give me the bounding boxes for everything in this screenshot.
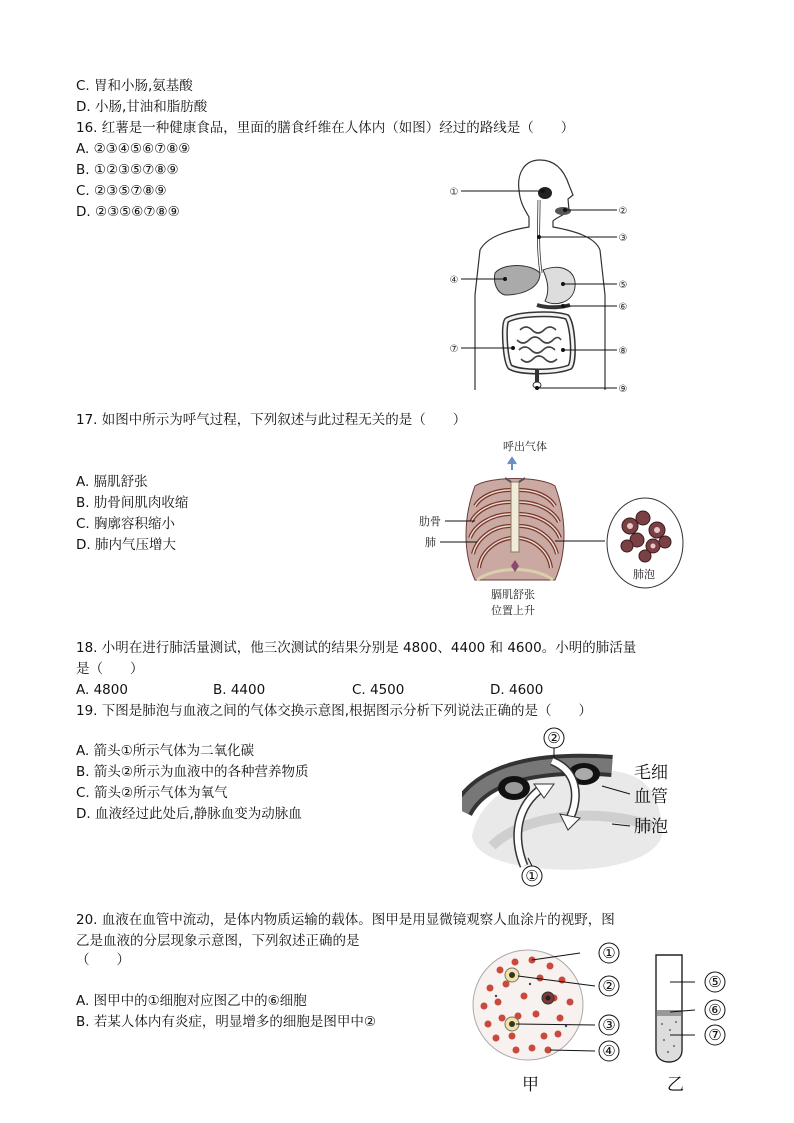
option-c-q15: C. 胃和小肠,氨基酸	[76, 78, 193, 94]
q18-option-d: D. 4600	[490, 682, 544, 698]
q20-option-a: A. 图甲中的①细胞对应图乙中的⑥细胞	[76, 993, 307, 1009]
fig16-label-1: ①	[449, 187, 459, 198]
option-d-q15: D. 小肠,甘油和脂肪酸	[76, 99, 208, 115]
fig16-label-9: ⑨	[618, 384, 628, 395]
fig20-label-4: ④	[602, 1042, 616, 1060]
question-16: 16. 红薯是一种健康食品，里面的膳食纤维在人体内（如图）经过的路线是（ ）	[76, 120, 575, 136]
fig19-alveolus: 肺泡	[634, 817, 668, 837]
fig16-label-2: ②	[618, 206, 628, 217]
fig20-label-1: ①	[602, 944, 616, 962]
q19-option-b: B. 箭头②所示为血液中的各种营养物质	[76, 764, 309, 780]
fig16-label-7: ⑦	[449, 344, 459, 355]
question-18-cont: 是（ ）	[76, 661, 144, 677]
question-20: 20. 血液在血管中流动，是体内物质运输的载体。图甲是用显微镜观察人血涂片的视野，图	[76, 912, 615, 928]
fig19-capillary-2: 血管	[634, 787, 668, 807]
q20-option-b: B. 若某人体内有炎症，明显增多的细胞是图甲中②	[76, 1014, 376, 1030]
q17-option-b: B. 肋骨间肌肉收缩	[76, 495, 189, 511]
fig20-label-6: ⑥	[708, 1001, 722, 1019]
q18-option-b: B. 4400	[213, 682, 266, 698]
q19-option-a: A. 箭头①所示气体为二氧化碳	[76, 743, 255, 759]
fig20-label-2: ②	[602, 977, 616, 995]
fig19-capillary-1: 毛细	[634, 763, 668, 783]
fig20-label-5: ⑤	[708, 973, 722, 991]
blood-figure	[470, 940, 740, 1100]
q19-option-d: D. 血液经过此处后,静脉血变为动脉血	[76, 806, 302, 822]
fig16-label-8: ⑧	[618, 346, 628, 357]
q16-option-d: D. ②③⑤⑥⑦⑧⑨	[76, 204, 180, 220]
exhalation-figure	[415, 438, 700, 620]
fig20-caption-jia: 甲	[522, 1075, 539, 1095]
q16-option-c: C. ②③⑤⑦⑧⑨	[76, 183, 167, 199]
fig17-bottom-label-2: 位置上升	[491, 604, 535, 617]
fig20-caption-yi: 乙	[667, 1075, 684, 1095]
fig20-label-7: ⑦	[708, 1026, 722, 1044]
fig17-lung-label: 肺	[425, 536, 436, 549]
q17-option-d: D. 肺内气压增大	[76, 537, 176, 553]
q17-option-a: A. 膈肌舒张	[76, 474, 148, 490]
question-19: 19. 下图是肺泡与血液之间的气体交换示意图,根据图示分析下列说法正确的是（ ）	[76, 703, 593, 719]
question-20-bracket: （ ）	[76, 952, 130, 968]
digestive-system-figure	[445, 155, 635, 400]
fig20-label-3: ③	[602, 1016, 616, 1034]
fig16-label-5: ⑤	[618, 280, 628, 291]
fig16-label-3: ③	[618, 233, 628, 244]
fig19-arrow-1: ①	[525, 867, 539, 885]
fig19-arrow-2: ②	[547, 729, 561, 747]
question-18: 18. 小明在进行肺活量测试，他三次测试的结果分别是 4800、4400 和 4600。小明的肺活量	[76, 640, 637, 656]
q18-option-c: C. 4500	[352, 682, 405, 698]
fig16-label-4: ④	[449, 275, 459, 286]
q16-option-a: A. ②③④⑤⑥⑦⑧⑨	[76, 141, 191, 157]
fig16-label-6: ⑥	[618, 302, 628, 313]
fig17-alveolus-label: 肺泡	[633, 568, 655, 581]
q19-option-c: C. 箭头②所示气体为氧气	[76, 785, 228, 801]
q17-option-c: C. 胸廓容积缩小	[76, 516, 176, 532]
fig17-bottom-label-1: 膈肌舒张	[491, 588, 535, 601]
question-20-cont: 乙是血液的分层现象示意图，下列叙述正确的是	[76, 933, 360, 949]
fig17-rib-label: 肋骨	[419, 515, 441, 528]
q16-option-b: B. ①②③⑤⑦⑧⑨	[76, 162, 179, 178]
gas-exchange-figure	[462, 726, 692, 891]
q18-option-a: A. 4800	[76, 682, 128, 698]
question-17: 17. 如图中所示为呼气过程，下列叙述与此过程无关的是（ ）	[76, 412, 467, 428]
fig17-top-label: 呼出气体	[503, 440, 547, 453]
